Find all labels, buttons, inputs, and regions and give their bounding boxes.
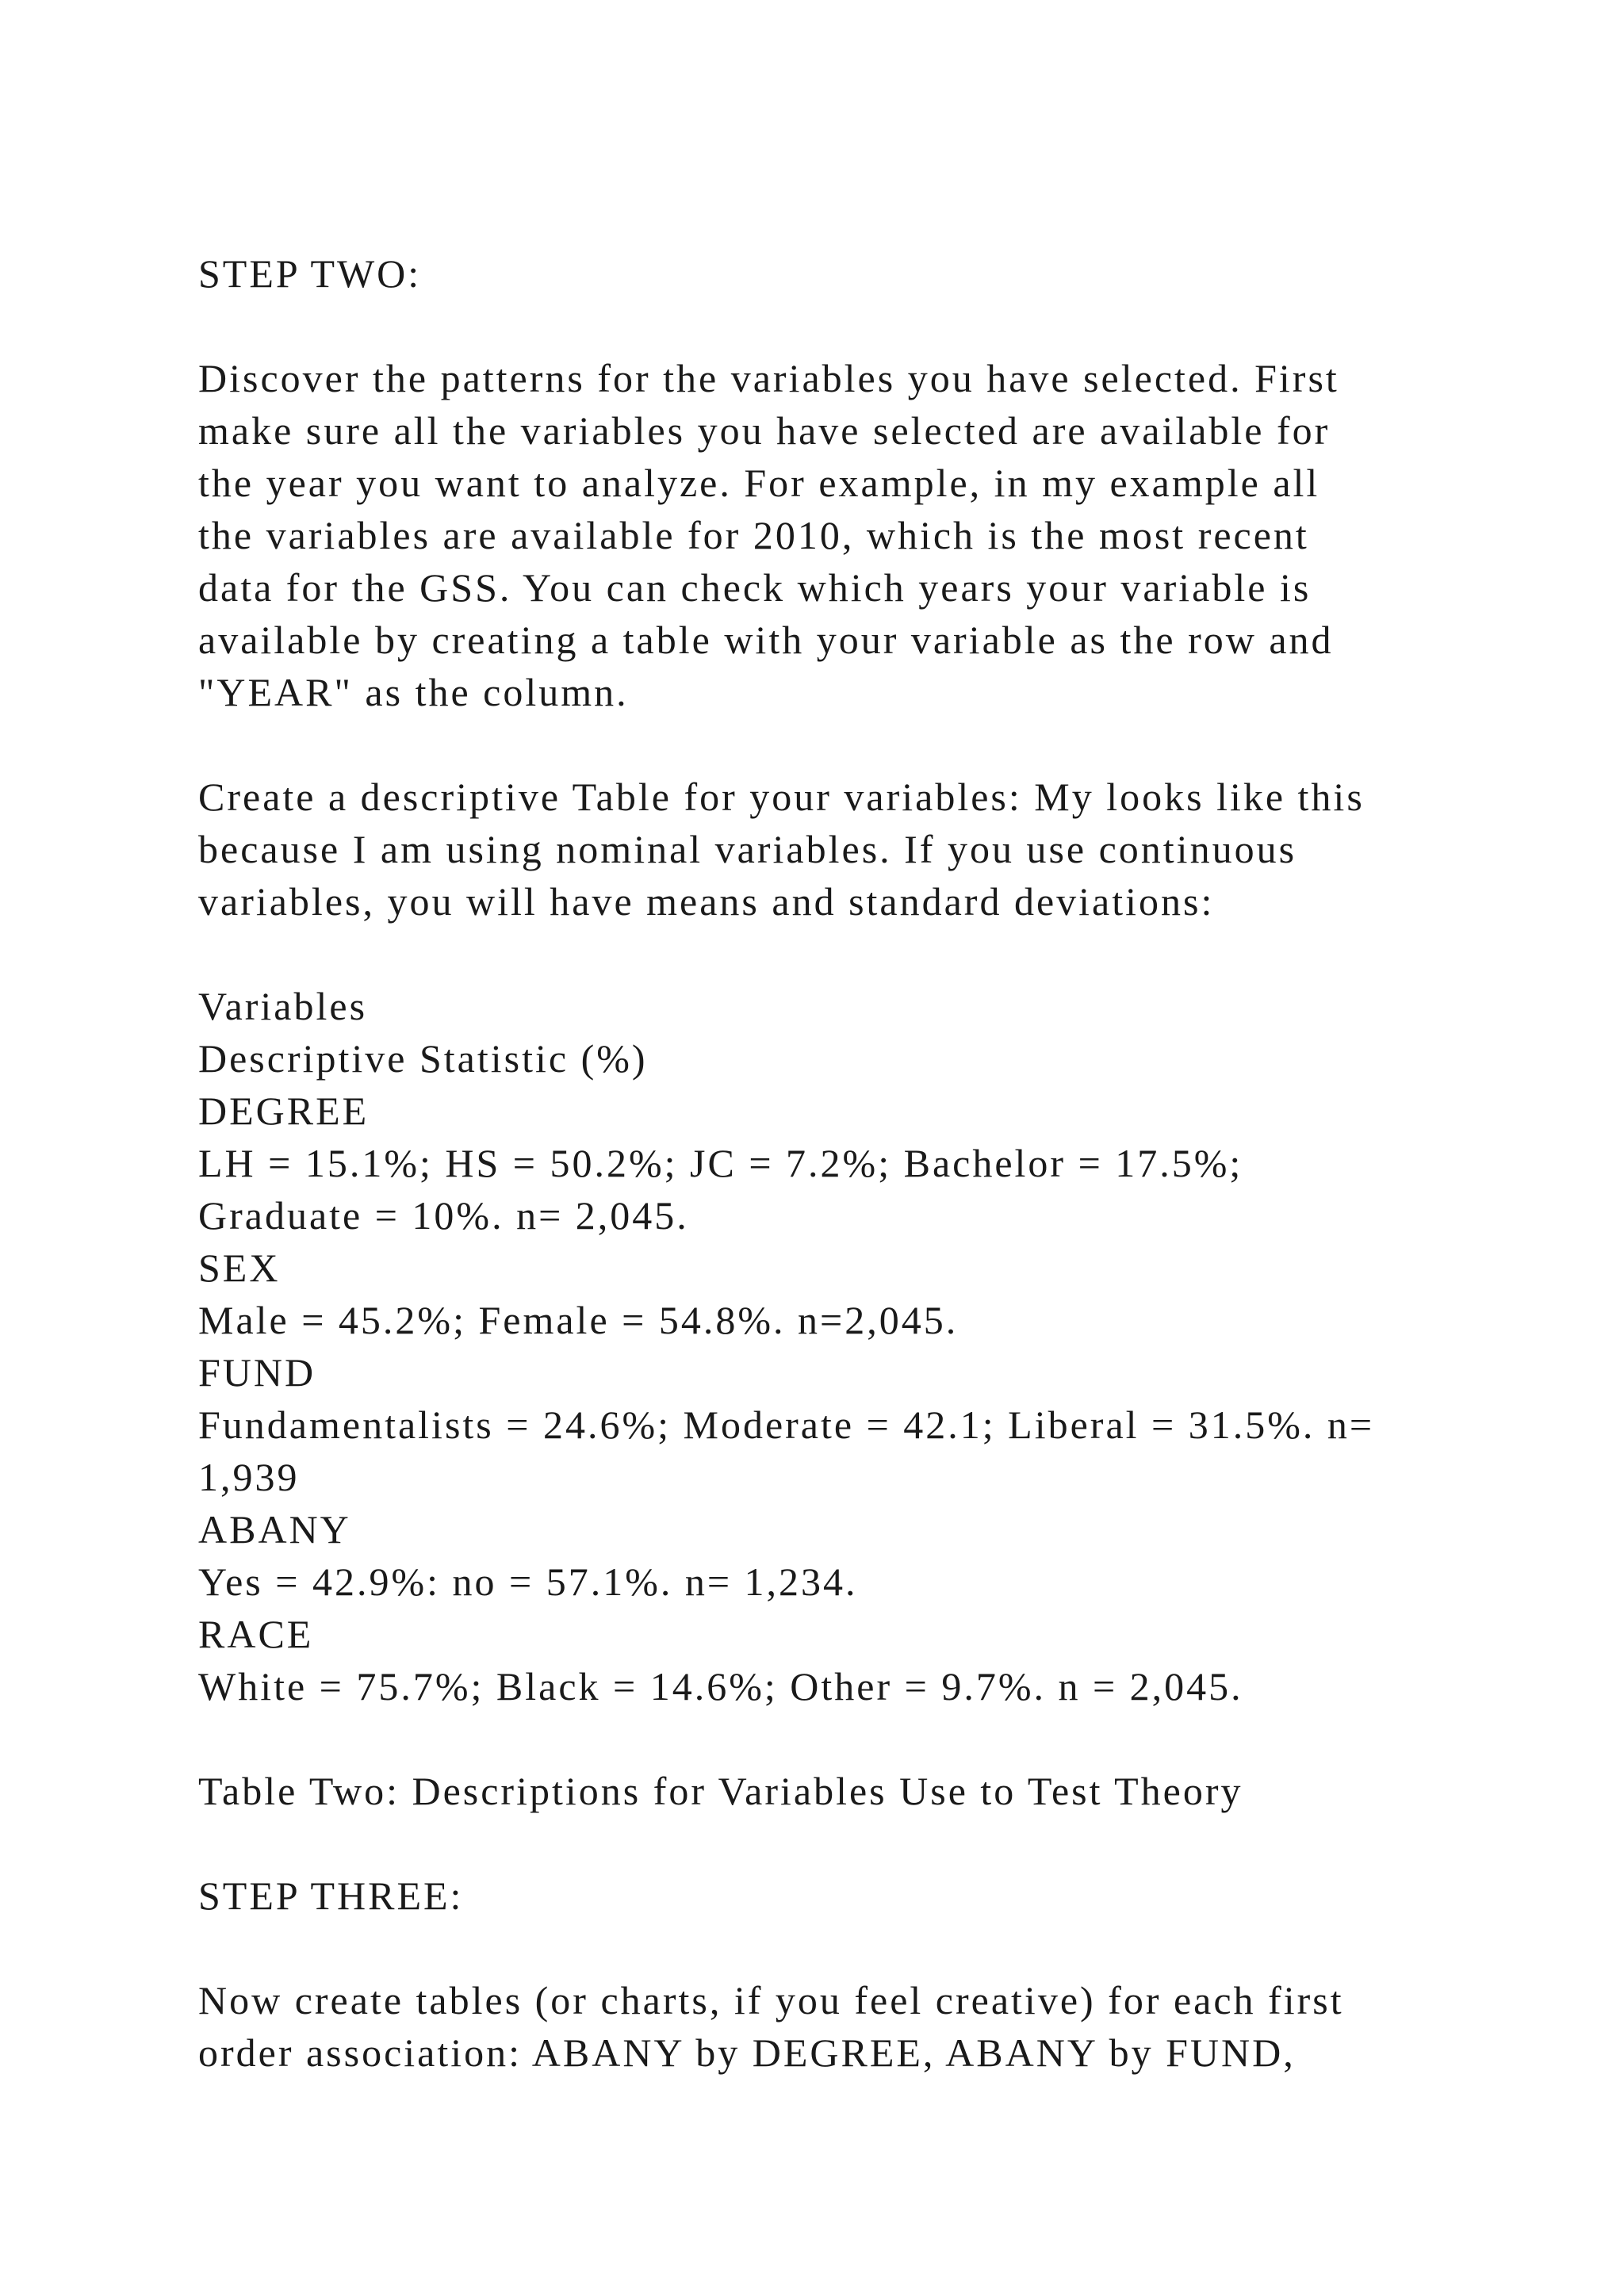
table-cell-variable: RACE	[198, 1612, 314, 1656]
descriptive-table	[198, 980, 1499, 1712]
paragraph-line: the variables are available for 2010, which is the most recent	[198, 513, 1309, 557]
paragraph-create-associations	[198, 1974, 1499, 2079]
table-cell-statistic: Male = 45.2%; Female = 54.8%. n=2,045.	[198, 1298, 959, 1342]
table-cell-statistic: 1,939	[198, 1455, 300, 1499]
step-two-heading: STEP TWO:	[198, 251, 422, 296]
table-cell-statistic: Graduate = 10%. n= 2,045.	[198, 1193, 689, 1238]
paragraph-create-table	[198, 771, 1499, 928]
table-row	[198, 1503, 1499, 1608]
blank-line	[198, 1817, 1499, 1869]
table-cell-statistic: LH = 15.1%; HS = 50.2%; JC = 7.2%; Bachelor = 17.5%;	[198, 1141, 1243, 1185]
paragraph-line: available by creating a table with your variable as the row and	[198, 618, 1334, 662]
paragraph-line: Discover the patterns for the variables you have selected. First	[198, 356, 1339, 400]
table-row	[198, 1242, 1499, 1346]
paragraph-line: "YEAR" as the column.	[198, 670, 629, 714]
table-row	[198, 1608, 1499, 1712]
paragraph-line: because I am using nominal variables. If you use continuous	[198, 827, 1297, 871]
document-page	[198, 247, 1499, 2079]
blank-line	[198, 300, 1499, 352]
table-cell-variable: FUND	[198, 1350, 316, 1395]
table-cell-variable: DEGREE	[198, 1089, 370, 1133]
paragraph-line: variables, you will have means and standard deviations:	[198, 879, 1215, 924]
table-caption: Table Two: Descriptions for Variables Use to Test Theory	[198, 1769, 1243, 1813]
table-header-variables: Variables	[198, 984, 368, 1028]
table-cell-variable: SEX	[198, 1246, 281, 1290]
paragraph-discover-patterns	[198, 352, 1499, 718]
blank-line	[198, 928, 1499, 980]
table-header-statistic: Descriptive Statistic (%)	[198, 1036, 648, 1081]
paragraph-line: Now create tables (or charts, if you feel creative) for each first	[198, 1978, 1344, 2022]
paragraph-line: the year you want to analyze. For example, in my example all	[198, 461, 1320, 505]
blank-line	[198, 718, 1499, 771]
blank-line	[198, 1922, 1499, 1974]
paragraph-line: make sure all the variables you have selected are available for	[198, 408, 1331, 453]
table-cell-variable: ABANY	[198, 1507, 351, 1552]
table-row	[198, 1346, 1499, 1503]
blank-line	[198, 1712, 1499, 1765]
table-row	[198, 1085, 1499, 1242]
step-three-heading: STEP THREE:	[198, 1873, 464, 1918]
table-cell-statistic: White = 75.7%; Black = 14.6%; Other = 9.7%. n = 2,045.	[198, 1664, 1243, 1709]
table-cell-statistic: Fundamentalists = 24.6%; Moderate = 42.1; Liberal = 31.5%. n=	[198, 1402, 1375, 1447]
paragraph-line: Create a descriptive Table for your variables: My looks like this	[198, 775, 1365, 819]
paragraph-line: data for the GSS. You can check which years your variable is	[198, 565, 1312, 610]
paragraph-line: order association: ABANY by DEGREE, ABANY by FUND,	[198, 2030, 1296, 2075]
table-cell-statistic: Yes = 42.9%: no = 57.1%. n= 1,234.	[198, 1559, 858, 1604]
